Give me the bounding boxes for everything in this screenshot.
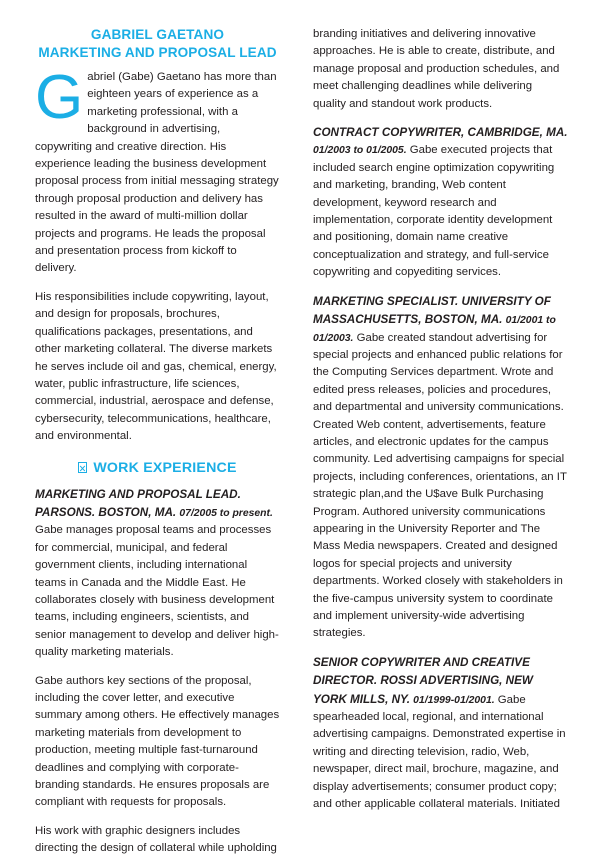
job-title: CONTRACT COPYWRITER, CAMBRIDGE, MA.: [313, 126, 568, 140]
job-dates: 07/2005 to present.: [179, 507, 273, 519]
two-column-layout: [24, 26, 588, 855]
graphic-design-paragraph: His work with graphic designers includes directing the design of collateral while upholding: [35, 824, 277, 855]
drop-cap-letter: G: [35, 63, 84, 132]
job-description: Gabe created standout advertising for special projects and enhanced public relations for the Computing Services department. Wrote and edited press releases, policies and procedures, and departmental and university communications. Created Web content, advertisements, feature articles, and electronic updates for the campus community. Led advertising campaigns for special projects, including conferences, orientations, an IT strategic plan,and the U$ave Bulk Purchasing Program. Authored university communications appearing in the University Reporter and The Mass Media newspapers. Created and designed logos for special projects and university departments. Worked closely with stakeholders in the five-campus university system to coordinate and implement university-wide advertising strategies.: [313, 331, 567, 640]
right-column: [296, 26, 568, 824]
masthead: [35, 26, 280, 61]
job-entry: [313, 654, 568, 814]
candidate-role: MARKETING AND PROPOSAL LEAD: [38, 44, 277, 60]
responsibilities-paragraph: His responsibilities include copywriting, layout, and design for proposals, brochures, qualifications packages, presentations, and other marketing collateral. The diverse markets he serves include oil and gas, chemical, energy, water, public infrastructure, life sciences, commercial, industrial, aerospace and defense, cybersecurity, telecommunications, healthcare, and environmental.: [35, 290, 277, 443]
job-entry: [313, 124, 568, 282]
job-entry: [313, 293, 568, 643]
job-dates: 01/1999-01/2001.: [413, 694, 495, 706]
job-dates: 01/2001 to 01/2003.: [313, 315, 556, 344]
left-column: [24, 26, 296, 858]
job-title: MARKETING SPECIALIST. UNIVERSITY OF MASSACHUSETTS, BOSTON, MA.: [313, 294, 551, 327]
job-title: MARKETING AND PROPOSAL LEAD. PARSONS. BOSTON, MA.: [35, 487, 241, 519]
work-experience-label: WORK EXPERIENCE: [93, 459, 237, 476]
missing-glyph-box-icon: [78, 462, 87, 473]
intro-text: abriel (Gabe) Gaetano has more than eighteen years of experience as a marketing professional, with a background in advertising, copywriting and creative direction. His experience leading the business development proposal process from initial messaging strategy through proposal production and delivery has resulted in the award of multi-million dollar projects and programs. He leads the proposal and presentation process from kickoff to delivery.: [35, 71, 279, 275]
proposal-authoring-paragraph: Gabe authors key sections of the proposal, including the cover letter, and executive summary among others. He effectively manages marketing materials from development to production, meeting multiple fast-turnaround deadlines and complying with corporate-branding standards. He ensures proposals are compliant with requests for proposals.: [35, 674, 280, 809]
candidate-name: GABRIEL GAETANO: [90, 27, 225, 42]
job-dates: 01/2003 to 01/2005.: [313, 145, 407, 157]
continuation-paragraph: branding initiatives and delivering innovative approaches. He is able to create, distribute, and manage proposal and production schedules, and meet challenging deadlines while delivering quality and standout work products.: [313, 28, 560, 110]
job-title: SENIOR COPYWRITER AND CREATIVE DIRECTOR. ROSSI ADVERTISING, NEW YORK MILLS, NY.: [313, 655, 533, 706]
job-description: Gabe executed projects that included search engine optimization copywriting and marketing, branding, Web content development, keyword research and implementation, corporate identity development and positioning, domain name creative conceptualization and strategy, and full-service copywriting and copyediting services.: [313, 144, 555, 279]
job-entry: [35, 486, 280, 662]
job-description: Gabe manages proposal teams and processes for commercial, municipal, and federal government clients, including international teams in Canada and the Middle East. He collaborates closely with business development teams, including engineers, scientists, and senior management to develop and deliver high-quality marketing materials.: [35, 524, 279, 659]
work-experience-heading: [35, 459, 280, 477]
intro-paragraph: [35, 63, 280, 278]
job-description: Gabe spearheaded local, regional, and international advertising campaigns. Demonstrated expertise in writing and directing television, radio, Web, newspaper, direct mail, brochure, magazine, and display advertisements; consumer product copy; and other applicable collateral materials. Initiated: [313, 693, 566, 811]
